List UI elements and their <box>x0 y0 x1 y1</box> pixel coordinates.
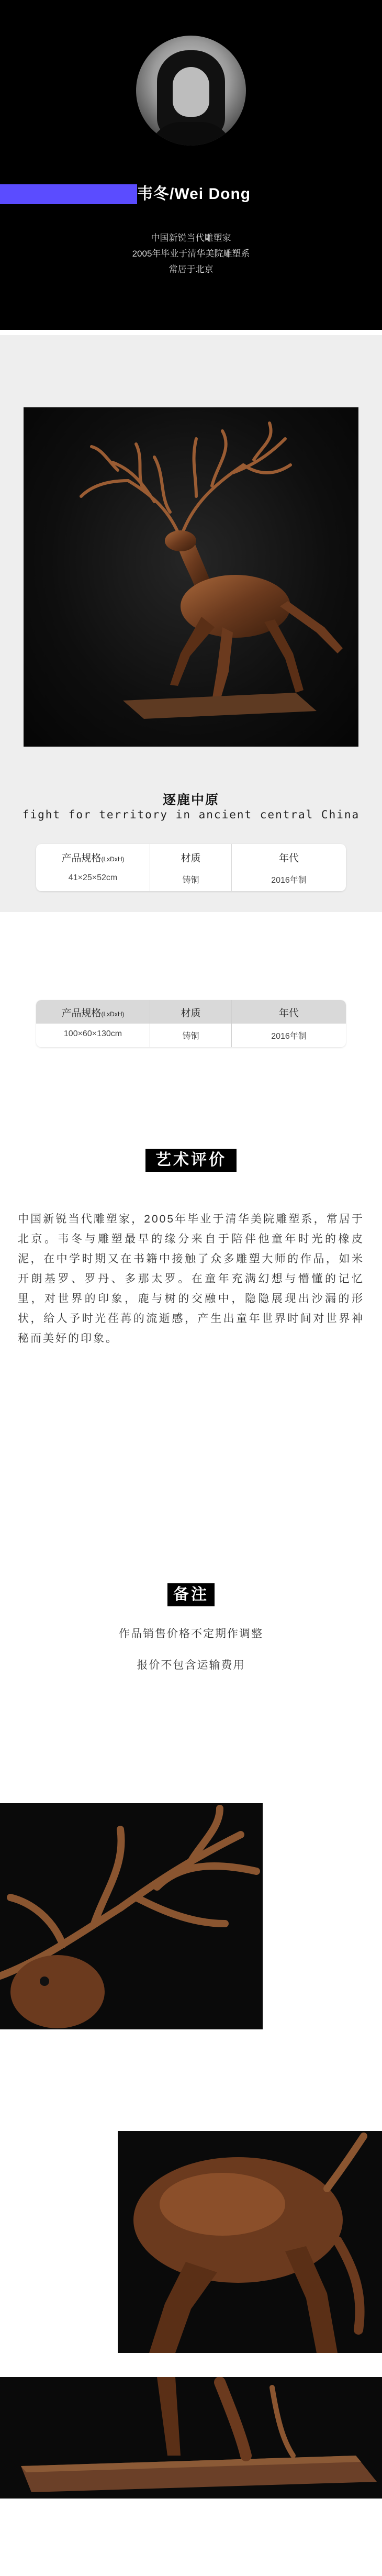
spec-material-cell <box>150 844 232 891</box>
spec-material-value: 铸铜 <box>182 1032 199 1041</box>
detail-photo-base <box>0 2377 382 2499</box>
spec-table <box>36 1000 346 1047</box>
detail-photo-antlers <box>0 1803 263 2029</box>
artist-header <box>0 0 382 330</box>
spec-table <box>36 844 346 891</box>
artist-bio-line: 常居于北京 <box>168 264 214 274</box>
review-heading: 艺术评价 <box>145 1149 237 1172</box>
spec-size-label: 产品规格(LxDxH) <box>61 1008 125 1019</box>
note-line: 作品销售价格不定期作调整 <box>119 1628 263 1640</box>
artist-avatar <box>136 36 246 146</box>
spec-size-label: 产品规格(LxDxH) <box>61 853 125 864</box>
artist-name: 韦冬/Wei Dong <box>137 185 251 203</box>
spec-year-cell <box>232 1000 346 1047</box>
note-line: 报价不包含运输费用 <box>137 1659 245 1671</box>
spec-material-label: 材质 <box>181 853 201 864</box>
antler-detail-image <box>0 1803 263 2029</box>
artwork-title-en: fight for territory in ancient central China <box>22 808 360 821</box>
artwork-title: 逐鹿中原 <box>162 793 219 807</box>
accent-bar <box>0 184 137 204</box>
review-text: 中国新锐当代雕塑家，2005年毕业于清华美院雕塑系，常居于北京。韦冬与雕塑最早的缘分来自于陪伴他童年时光的橡皮泥，在中学时期又在书籍中接触了众多雕塑大师的作品，如米开朗基罗、罗丹、多那太罗。在童年充满幻想与懵懂的记忆里，对世界的印象，鹿与树的交融中，隐隐展现出沙漏的形状，给人予时光荏苒的流逝感，产生出童年世界时间对世界神秘而美好的印象。 <box>18 1213 364 1345</box>
artist-bio-line: 2005年毕业于清华美院雕塑系 <box>132 249 250 259</box>
body-detail-image <box>118 2131 382 2353</box>
notes-heading: 备注 <box>167 1583 215 1606</box>
spec-year-value: 2016年制 <box>271 876 307 885</box>
spec-year-cell <box>232 844 346 891</box>
spec-year-value: 2016年制 <box>271 1032 307 1041</box>
spec-size-cell <box>36 844 150 891</box>
spec-size-value: 100×60×130cm <box>63 1029 122 1038</box>
sculpture-photo <box>24 407 358 747</box>
spec-size-cell <box>36 1000 150 1047</box>
spec-size-value: 41×25×52cm <box>68 873 118 882</box>
artist-bio-line: 中国新锐当代雕塑家 <box>151 233 231 243</box>
base-detail-image <box>0 2377 382 2499</box>
detail-photo-body <box>118 2131 382 2353</box>
spec-material-label: 材质 <box>181 1008 201 1019</box>
spec-material-value: 铸铜 <box>182 876 199 885</box>
spec-year-label: 年代 <box>278 1008 299 1019</box>
spec-year-label: 年代 <box>278 853 299 864</box>
spec-material-cell <box>150 1000 232 1047</box>
deer-sculpture-image <box>24 407 358 747</box>
